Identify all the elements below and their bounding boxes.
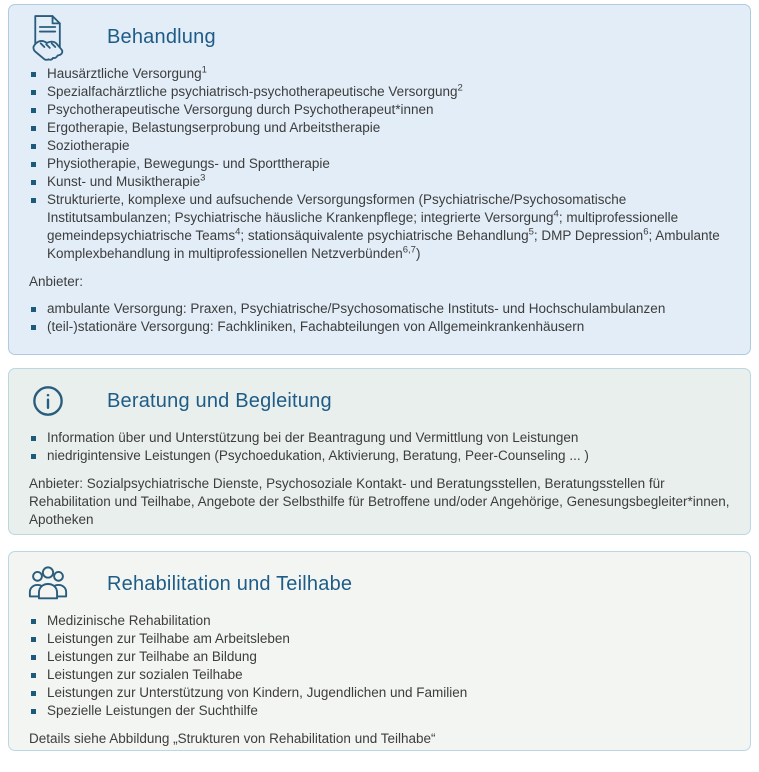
panel-title: Beratung und Begleitung <box>107 389 332 412</box>
people-group-icon <box>27 563 69 605</box>
bullet-square-icon <box>31 436 36 441</box>
list-item-text: Hausärztliche Versorgung$^1$ <box>47 64 207 81</box>
bullet-square-icon <box>31 454 36 459</box>
list-item-text: Leistungen zur Teilhabe am Arbeitsleben <box>47 631 290 646</box>
panel-rehabilitation-header <box>23 558 736 610</box>
list-item-text: Kunst- und Musiktherapie$^3$ <box>47 172 206 189</box>
bullet-square-icon <box>31 126 36 131</box>
list-item-text: Spezielle Leistungen der Suchthilfe <box>47 703 258 718</box>
list-item <box>31 83 736 101</box>
bullet-square-icon <box>31 655 36 660</box>
bullet-square-icon <box>31 108 36 113</box>
list-item <box>31 191 736 263</box>
behandlung-service-list <box>23 65 736 263</box>
bullet-square-icon <box>31 90 36 95</box>
info-icon <box>27 379 69 423</box>
list-item <box>31 101 736 119</box>
bullet-square-icon <box>31 144 36 149</box>
list-item <box>31 684 736 702</box>
list-item <box>31 318 736 336</box>
list-item-text: Information über und Unterstützung bei der Beantragung und Vermittlung von Leistungen <box>47 430 579 445</box>
bullet-square-icon <box>31 619 36 624</box>
panel-title: Rehabilitation und Teilhabe <box>107 572 353 595</box>
bullet-square-icon <box>31 709 36 714</box>
bullet-square-icon <box>31 307 36 312</box>
bullet-square-icon <box>31 162 36 167</box>
list-item-text: Soziotherapie <box>47 138 130 153</box>
behandlung-anbieter-list <box>23 300 736 336</box>
bullet-square-icon <box>31 180 36 185</box>
figure-versorgungsstrukturen <box>0 4 759 751</box>
anbieter-label: Anbieter: <box>29 274 84 289</box>
list-item <box>31 65 736 83</box>
panel-beratung-header <box>23 375 736 427</box>
panel-behandlung-header <box>23 11 736 63</box>
contract-handshake-icon <box>27 13 69 61</box>
list-item <box>31 612 736 630</box>
beratung-service-list <box>23 429 736 465</box>
list-item-text: Psychotherapeutische Versorgung durch Psychotherapeut*innen <box>47 102 434 117</box>
list-item-text: Physiotherapie, Bewegungs- und Sporttherapie <box>47 156 330 171</box>
list-item <box>31 137 736 155</box>
list-item <box>31 300 736 318</box>
list-item-text: (teil-)stationäre Versorgung: Fachkliniken, Fachabteilungen von Allgemeinkrankenhäusern <box>47 319 585 334</box>
panel-behandlung <box>8 4 751 355</box>
details-note: Details siehe Abbildung „Strukturen von Rehabilitation und Teilhabe“ <box>29 731 436 746</box>
list-item-text: Leistungen zur Teilhabe an Bildung <box>47 649 257 664</box>
list-item <box>31 173 736 191</box>
list-item <box>31 630 736 648</box>
list-item <box>31 702 736 720</box>
list-item-text: Leistungen zur sozialen Teilhabe <box>47 667 243 682</box>
list-item-text: Medizinische Rehabilitation <box>47 613 211 628</box>
panel-beratung <box>8 368 751 535</box>
anbieter-paragraph: Anbieter: Sozialpsychiatrische Dienste, Psychosoziale Kontakt- und Beratungsstellen, Beratungsstellen für Rehabilitation und Teilhabe, Angebote der Selbsthilfe für Betroffene und/oder Angehörige, Genesungsbegleiter*innen, Apotheken <box>29 476 730 527</box>
panel-title: Behandlung <box>107 25 216 48</box>
bullet-square-icon <box>31 325 36 330</box>
list-item <box>31 119 736 137</box>
bullet-square-icon <box>31 198 36 203</box>
bullet-square-icon <box>31 691 36 696</box>
bullet-square-icon <box>31 637 36 642</box>
bullet-square-icon <box>31 673 36 678</box>
list-item <box>31 155 736 173</box>
list-item <box>31 648 736 666</box>
panel-rehabilitation <box>8 551 751 751</box>
bullet-square-icon <box>31 72 36 77</box>
list-item-text: Spezialfachärztliche psychiatrisch-psychotherapeutische Versorgung$^2$ <box>47 82 463 99</box>
list-item-text: Leistungen zur Unterstützung von Kindern, Jugendlichen und Familien <box>47 685 468 700</box>
list-item-text: Ergotherapie, Belastungserprobung und Arbeitstherapie <box>47 120 381 135</box>
list-item <box>31 666 736 684</box>
list-item <box>31 429 736 447</box>
list-item <box>31 447 736 465</box>
rehabilitation-service-list <box>23 612 736 720</box>
list-item-text: ambulante Versorgung: Praxen, Psychiatrische/Psychosomatische Instituts- und Hochschulambulanzen <box>47 301 666 316</box>
list-item-text: niedrigintensive Leistungen (Psychoedukation, Aktivierung, Beratung, Peer-Counseling ... ) <box>47 448 589 463</box>
list-item-text: Strukturierte, komplexe und aufsuchende Versorgungsformen (Psychiatrische/Psychosomatische Institutsambulanzen; Psychiatrische häusliche Krankenpflege; integrierte Versorgung$^4$; multiprofessionelle gemeindepsychiatrische Teams$^4$; stationsäquivalente psychiatrische Behandlung$^5$; DMP Depression$^6$; Ambulante Komplexbehandlung in multiprofessionellen Netzverbünden$^{6,7}$) <box>47 192 720 261</box>
